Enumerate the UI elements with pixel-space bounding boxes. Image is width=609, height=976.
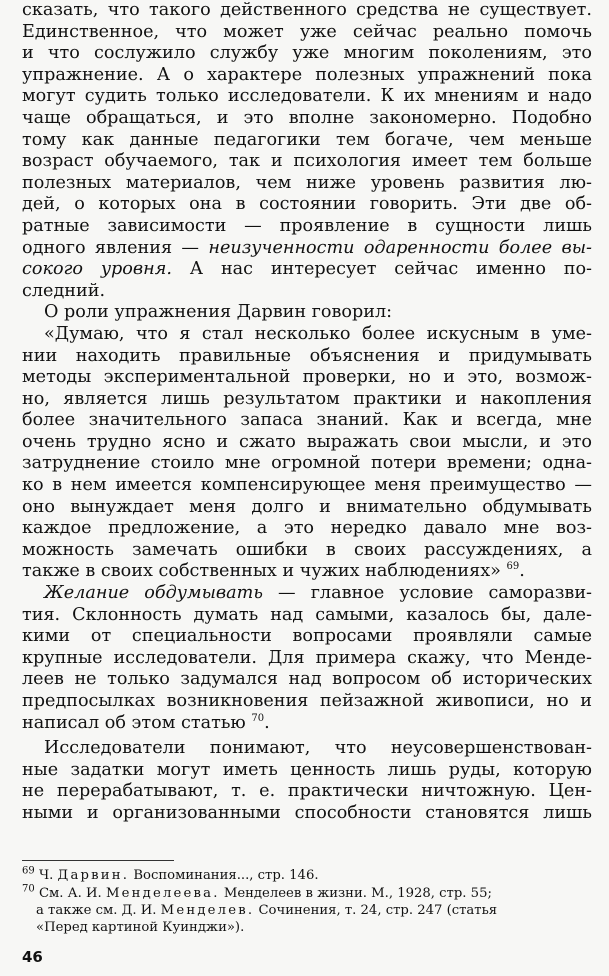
text-line: возраст обучаемого, так и психология имеет тем больше — [22, 151, 592, 172]
footnote-line — [22, 867, 594, 884]
text-run: Ч. — [38, 868, 54, 883]
paragraph-4 — [22, 738, 592, 824]
text-line: дей, о которых она в состоянии говорить. Эти две об- — [22, 194, 592, 215]
author-name: Дарвин. — [57, 868, 130, 883]
footnote-number: 69 — [22, 865, 35, 877]
text-line: можность замечать ошибки в своих рассуждениях, а — [22, 539, 592, 560]
text-line: ные задатки могут иметь ценность лишь руды, которую — [22, 759, 592, 780]
text-line: упражнение. А о характере полезных упражнений пока — [22, 64, 592, 85]
text-line: Единственное, что может уже сейчас реально помочь — [22, 21, 592, 42]
text-line: предпосылках возникновения пейзажной живописи, но и — [22, 691, 592, 711]
italic-emphasis: Желание обдумывать — [44, 583, 263, 604]
footnote-number: 70 — [22, 883, 35, 895]
paragraph-1 — [22, 0, 592, 302]
page-number: 46 — [22, 948, 43, 966]
author-name: Менделев. — [160, 903, 255, 918]
text-line: и что сослужило службу уже многим поколениям, это — [22, 43, 592, 64]
italic-emphasis: неизученности одаренности более вы- — [208, 237, 592, 258]
text-line: Исследователи понимают, что неусовершенствован- — [44, 738, 592, 759]
text-line: крупные исследователи. Для примера скажу, что Менде- — [22, 647, 592, 668]
text-line: затруднение стоило мне огромной потери времени; одна- — [22, 453, 592, 474]
text-run: написал об этом статью — [22, 712, 246, 733]
page-body — [22, 0, 592, 825]
text-line: каждое предложение, а это нередко давало мне воз- — [22, 518, 592, 539]
text-line: полезных материалов, чем ниже уровень развития лю- — [22, 172, 592, 193]
text-line: кими от специальности вопросами проявляли самые — [22, 626, 592, 647]
footnote-ref-70[interactable]: 70 — [251, 712, 265, 724]
text-run: Менделеев в жизни. М., 1928, стр. 55; — [223, 886, 492, 901]
text-line: также в своих собственных и чужих наблюдениях» $^{69}$. — [22, 561, 525, 582]
text-line: но, является лишь результатом практики и накопления — [22, 388, 592, 409]
text-run: Воспоминания..., стр. 146. — [133, 868, 319, 883]
footnote-line: «Перед картиной Куинджи»). — [36, 920, 245, 935]
footnote-line — [22, 885, 594, 902]
text-line: чаще обращаться, и это вполне закономерно. Подобно — [22, 107, 592, 128]
text-line: ко в нем имеется компенсирующее меня преимущество — — [22, 475, 592, 496]
text-run: также в своих собственных и чужих наблюдениях» — [22, 561, 501, 582]
footnote-line — [22, 902, 594, 919]
text-line: написал об этом статью $^{70}$. — [22, 712, 270, 733]
text-run: — главное условие саморазви- — [262, 583, 593, 604]
text-line: могут судить только исследователи. К их мнениям и надо — [22, 86, 592, 107]
text-line: тому как данные педагогики тем богаче, чем меньше — [22, 129, 592, 150]
text-line: сказать, что такого действенного средства не существует. — [22, 0, 592, 20]
text-line: следний. — [22, 280, 106, 301]
text-line: леев не только задумался над вопросом об исторических — [22, 669, 592, 690]
quote-block — [22, 324, 592, 583]
text-line: очень трудно ясно и сжато выражать свои мысли, и это — [22, 431, 592, 452]
text-line: не перерабатывают, т. е. практически ничтожную. Цен- — [22, 781, 592, 802]
author-name: Менделеева. — [105, 886, 220, 901]
text-line: более значительного запаса знаний. Как и всегда, мне — [22, 410, 592, 431]
text-line: ратные зависимости — проявление в сущности лишь — [22, 215, 592, 236]
footnote-70 — [22, 885, 594, 936]
paragraph-2 — [22, 302, 592, 324]
text-run: одного явления — — [22, 237, 209, 258]
text-line — [22, 259, 592, 281]
footnote-69 — [22, 867, 594, 884]
text-line: О роли упражнения Дарвин говорил: — [44, 302, 393, 323]
text-line — [22, 583, 592, 605]
paragraph-3 — [22, 583, 592, 734]
text-run: Сочинения, т. 24, стр. 247 (статья — [258, 903, 498, 918]
text-line: оно вынуждает меня долго и внимательно обдумывать — [22, 496, 592, 517]
text-line: нии находить правильные объяснения и придумывать — [22, 345, 592, 366]
text-line: тия. Склонность думать над самыми, казалось бы, дале- — [22, 604, 592, 625]
footnote-ref-69[interactable]: 69 — [506, 561, 520, 573]
footnote-divider — [22, 860, 174, 861]
text-line — [22, 238, 592, 260]
text-run: А нас интересует сейчас именно по- — [171, 259, 592, 280]
text-run: См. А. И. — [38, 886, 102, 901]
text-line: методы экспериментальной проверки, но и это, возмож- — [22, 367, 592, 388]
text-line: «Думаю, что я стал несколько более искусным в уме- — [44, 323, 592, 344]
italic-emphasis: сокого уровня. — [22, 259, 172, 280]
text-line: ными и организованными способности становятся лишь — [22, 802, 592, 823]
text-run: а также см. Д. И. — [36, 903, 157, 918]
